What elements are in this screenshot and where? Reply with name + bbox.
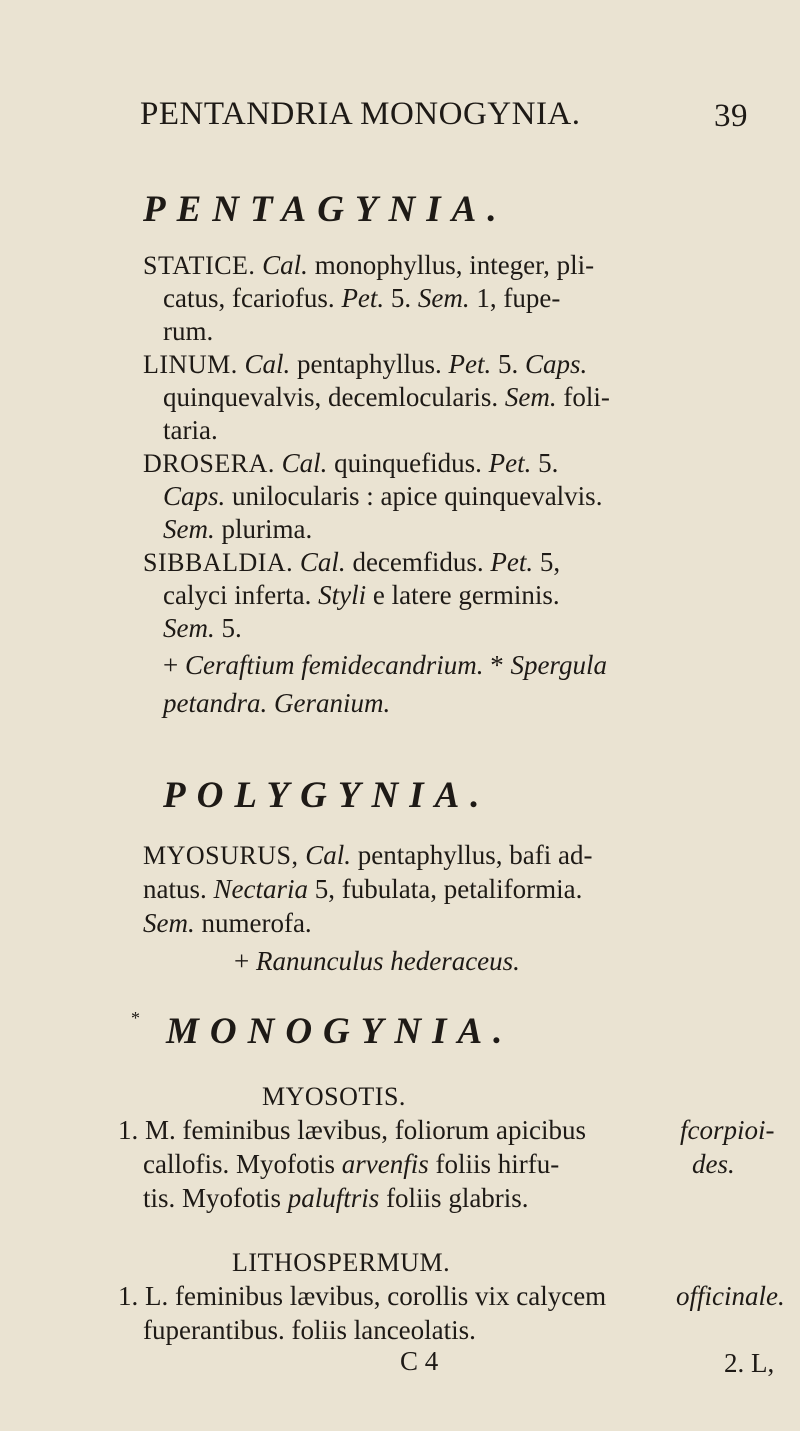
sibbaldia-entry-line-3: Sem. 5. [163,613,242,643]
linum-entry-line-1: LINUM. Cal. pentaphyllus. Pet. 5. Caps. [143,349,588,379]
drosera-entry-line-2: Caps. unilocularis : apice quinquevalvis. [163,481,603,511]
lithospermum-species-officinale: officinale. [676,1281,785,1311]
genus-statice: STATICE. [143,251,256,280]
myosurus-entry-line-3: Sem. numerofa. [143,908,312,938]
page-number: 39 [714,98,748,134]
myosurus-entry-line-2: natus. Nectaria 5, fubulata, petaliformia. [143,874,583,904]
catchword: 2. L, [724,1348,775,1378]
genus-sibbaldia: SIBBALDIA. [143,548,294,577]
genus-myosurus: MYOSURUS, [143,841,299,870]
section-heading-monogynia: MONOGYNIA. [166,1011,514,1052]
linum-entry-line-2: quinquevalvis, decemlocularis. Sem. foli- [163,382,610,412]
sibbaldia-entry-line-2: calyci inferta. Styli e latere germinis. [163,580,560,610]
genus-drosera: DROSERA. [143,449,275,478]
lithospermum-entry-line-2: fuperantibus. foliis lanceolatis. [143,1315,476,1345]
myosotis-entry-line-3: tis. Myofotis paluftris foliis glabris. [143,1183,529,1213]
myosotis-entry-line-1: 1. M. feminibus lævibus, foliorum apicibus [118,1115,586,1145]
sibbaldia-entry-line-1: SIBBALDIA. Cal. decemfidus. Pet. 5, [143,547,561,577]
signature-mark: C 4 [400,1346,439,1376]
myosotis-entry-line-2: callofis. Myofotis arvenfis foliis hirfu- [143,1149,560,1179]
pentagynia-note-line-2: petandra. Geranium. [163,688,391,718]
running-title: PENTANDRIA MONOGYNIA. [140,96,581,132]
myosurus-entry-line-1: MYOSURUS, Cal. pentaphyllus, bafi ad- [143,840,593,870]
pentagynia-note-line-1: + Ceraftium femidecandrium. * Spergula [163,650,607,680]
myosotis-species-scorpioides-part-2: des. [692,1149,735,1179]
statice-entry-line-2: catus, fcariofus. Pet. 5. Sem. 1, fupe- [163,283,561,313]
asterisk-mark: * [131,1008,140,1028]
genus-linum: LINUM. [143,350,238,379]
section-heading-polygynia: POLYGYNIA. [163,775,491,816]
lithospermum-entry-line-1: 1. L. feminibus lævibus, corollis vix calycem [118,1281,607,1311]
section-heading-pentagynia: PENTAGYNIA. [143,189,508,230]
drosera-entry-line-1: DROSERA. Cal. quinquefidus. Pet. 5. [143,448,559,478]
statice-entry-line-1: STATICE. Cal. monophyllus, integer, pli- [143,250,595,280]
statice-entry-line-3: rum. [163,316,214,346]
genus-lithospermum: LITHOSPERMUM. [232,1248,451,1277]
polygynia-note: + Ranunculus hederaceus. [234,946,520,976]
drosera-entry-line-3: Sem. plurima. [163,514,313,544]
myosotis-species-scorpioides-part-1: fcorpioi- [680,1115,775,1145]
linum-entry-line-3: taria. [163,415,218,445]
genus-myosotis: MYOSOTIS. [262,1082,406,1111]
